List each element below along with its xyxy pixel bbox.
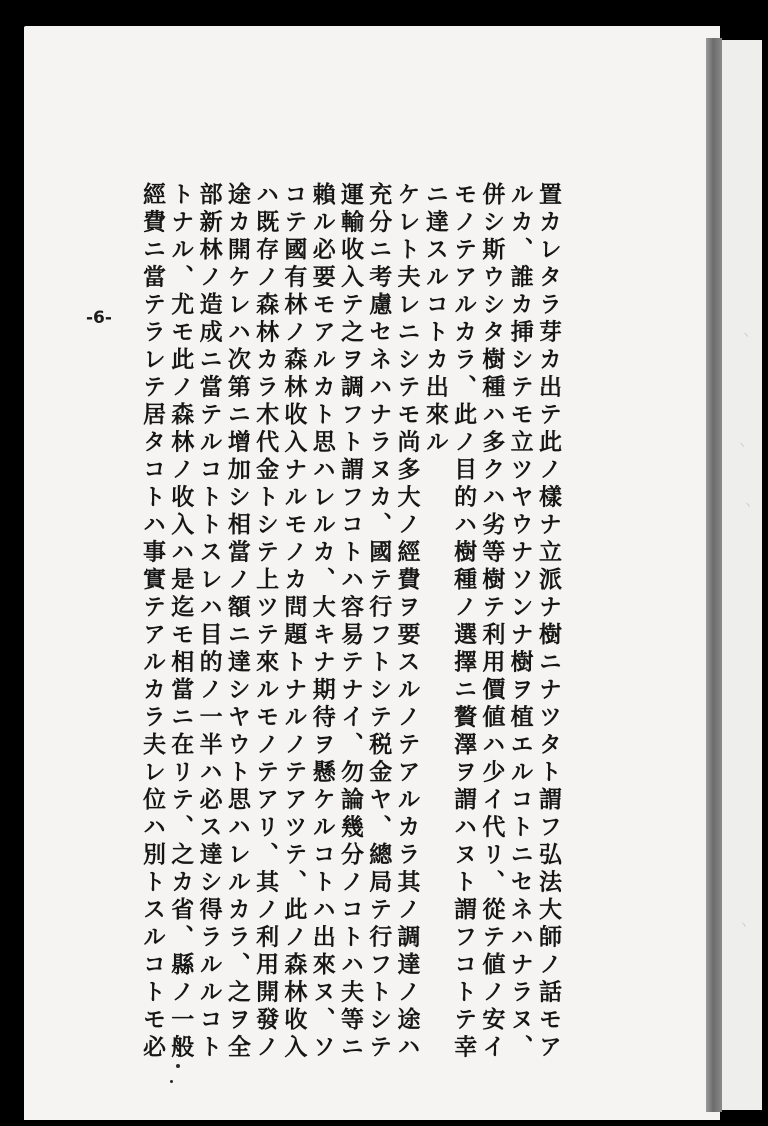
bleed-through-mark: 丶: [740, 329, 751, 342]
text-column: ニ達スルコトカ出來ル: [421, 182, 449, 457]
text-column: 運輸收入テ之ヲ調フト謂フコトハ容易テナイ、勿論幾分ノコトハ夫等ニ: [336, 182, 364, 1062]
text-column: ハ既存ノ森林カラ木代金トシテ上ツテ來ルモノテアリ、其ノ利用開發ノ: [252, 182, 280, 1062]
bleed-through-mark: 丶: [738, 919, 749, 932]
bleed-through-mark: 丶: [742, 499, 753, 512]
page-number: -6-: [86, 308, 112, 328]
adjacent-page-edge: [722, 40, 762, 1110]
text-column: ルカ、誰カ挿シテモ立ツヤウナソンナ樹ヲ植エルコトニセネハナラヌ、: [506, 182, 534, 1062]
text-column: 賴ル必要モアルカト思ハレルカ、大キナ期待ヲ懸ケルコトハ出來ヌ、ソ: [308, 182, 336, 1062]
text-column: 併シ斯ウシタ樹種ハ多クハ劣等樹テ利用價値ハ少イ代リ、從テ値ノ安イ: [478, 182, 506, 1062]
text-column: トナル、尤モ此ノ森林ノ收入ハ是迄モ相當ニ在リテ、之カ省、縣ノ一般: [167, 182, 195, 1062]
page-binding-edge: [706, 38, 722, 1112]
ink-speck: [170, 1080, 173, 1083]
text-column: コテ國有林ノ森林收入ナルモノカ問題トナルノテアツテ、此ノ森林收入: [280, 182, 308, 1062]
text-column: ケレト夫レニシテモ尚多大ノ經費ヲ要スルノテアルカラ其ノ調達ノ途ハ: [393, 182, 421, 1062]
text-column: 部新林ノ造成ニ當テルコトトスレハ目的ノ一半ハ必ス達シ得ラルルコト: [195, 182, 223, 1062]
ink-speck: [176, 1064, 180, 1068]
vertical-body-text: [140, 182, 560, 1062]
text-column: モノテアルカラ、此ノ目的ハ樹種ノ選擇ニ贅澤ヲ謂ハヌト謂フコトテ幸: [450, 182, 478, 1062]
text-column: 經費ニ當テラレテ居タコトハ事實テアルカラ夫レ位ハ別トスルコトモ必: [139, 182, 166, 1062]
text-column: 置カレタラ芽カ出テ此ノ樣ナ立派ナ樹ニナツタト謂フ弘法大師ノ話モア: [534, 182, 562, 1062]
text-column: 充分ニ考慮セネハナラヌカ、國テ行フトシテ税金ヤ、總局テ行フトシテ: [365, 182, 393, 1062]
text-column: 途カ開ケレハ次第ニ增加シ相當ノ額ニ達シヤウト思ハレルカラ、之ヲ全: [223, 182, 251, 1062]
bleed-through-mark: 丶: [736, 439, 747, 452]
